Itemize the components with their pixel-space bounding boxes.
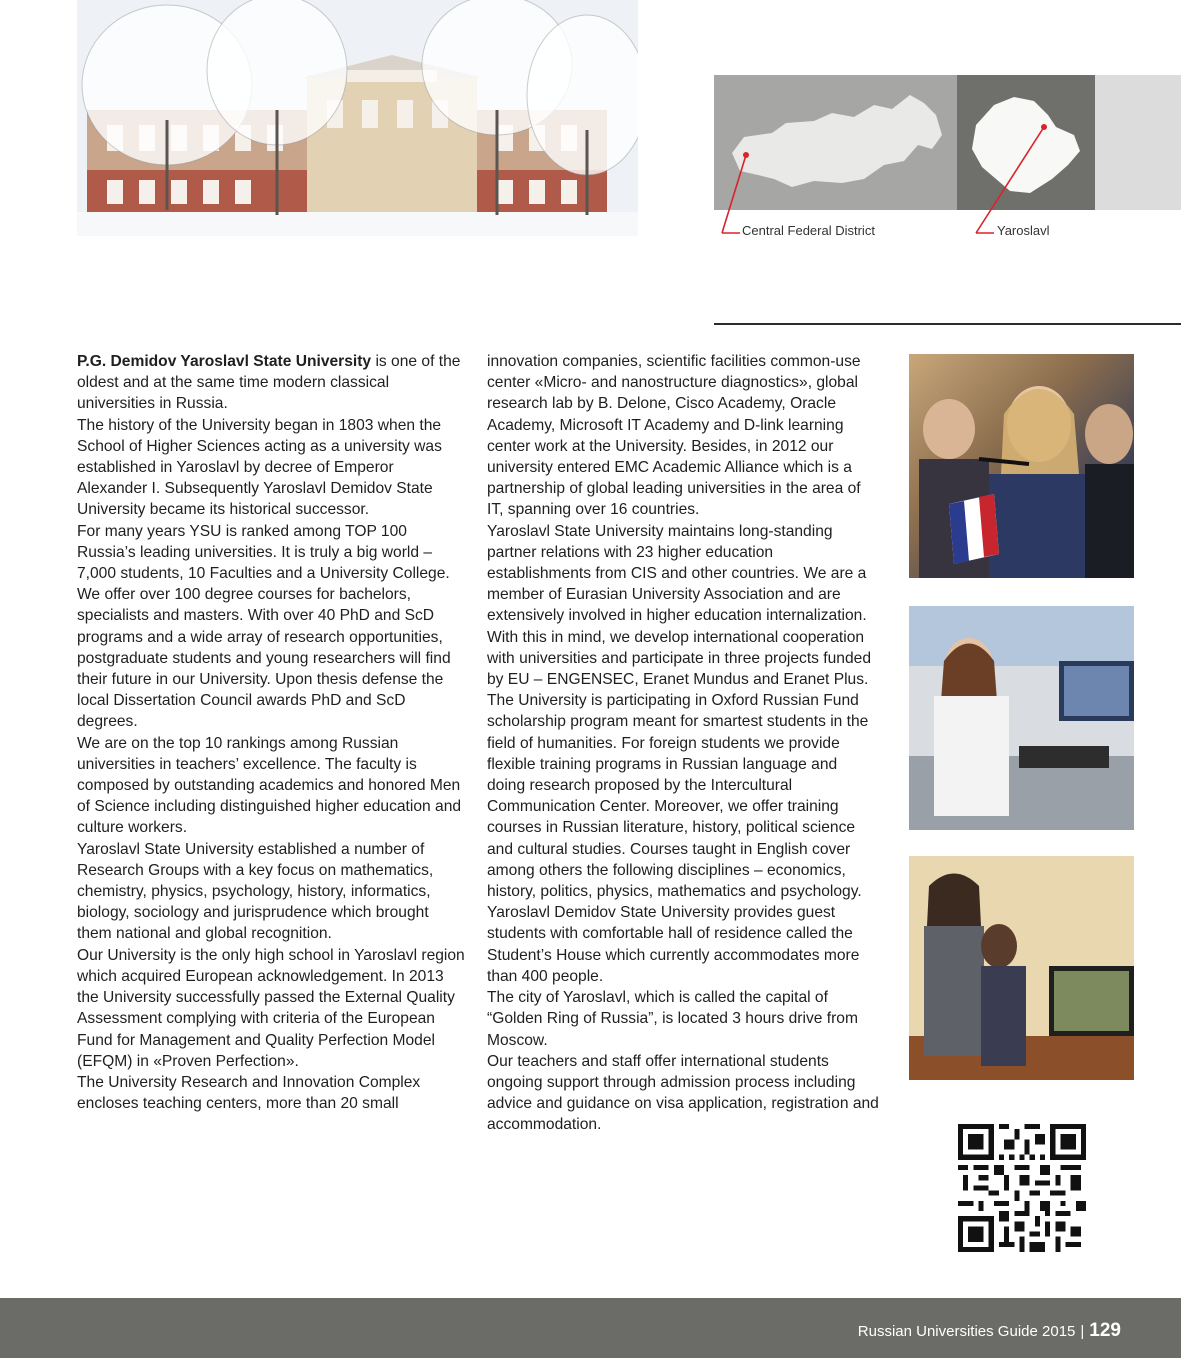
moscow-region-marker [743,152,749,158]
page-number: 129 [1089,1320,1121,1341]
paragraph: For many years YSU is ranked among TOP 100 Russia’s leading universities. It is truly a big world – 7,000 students, 10 Faculties and a University College. We offer over 100 degree courses for bachelors, specialists and masters. With over 40 PhD and ScD programs and a wide array of research opportunities, postgraduate students and young researchers will find their future in our University. Upon thesis defense the local Dissertation Council awards PhD and ScD degrees. [77,522,451,731]
hero-photo-university-building [77,0,638,236]
students-computer-illustration [909,856,1134,1080]
paragraph-text: is one of the oldest and at the same time modern classical universities in Russia. [77,353,461,413]
footer-text [858,1320,1121,1342]
paragraph: Yaroslavl Demidov State University provides guest students with comfortable hall of residence called the Student’s House which currently accommodates more than 400 people. [487,904,860,985]
body-column-right [487,351,879,1136]
paragraph: Yaroslavl State University maintains long-standing partner relations with 23 higher education establishments from CIS and other countries. We are a member of Eurasian University Association and are extensively involved in higher education internalization. With this in mind, we develop international cooperation with universities and participate in three projects funded by EU – ENGENSEC, Eranet Mundus and Eranet Plus. The University is participating in Oxford Russian Fund scholarship program meant for smartest students in the field of humanities. For foreign students we provide flexible training programs in Russian language and doing research proposed by the Intercultural Communication Center. Moreover, we offer training courses in Russian literature, history, political science and cultural studies. Courses taught in English cover among others the following disciplines – economics, history, politics, physics, mathematics and psychology. [487,522,871,901]
photo-students-computer [909,856,1134,1080]
paragraph: innovation companies, scientific facilities common-use center «Micro- and nanostructure diagnostics», global research lab by B. Delone, Cisco Academy, Oracle Academy, Microsoft IT Academy and D-link learning center work at the University. Besides, in 2012 our university entered EMC Academic Alliance which is a partnership of global leading universities in the area of IT, spanning over 16 countries. [487,353,861,519]
paragraph: Our University is the only high school in Yaroslavl region which acquired European acknowledgement. In 2013 the University successfully passed the External Quality Assessment complying with criteria of the European Fund for Management and Quality Perfection Model (EFQM) in «Proven Perfection». [77,946,465,1070]
yaroslavl-label: Yaroslavl [997,223,1050,238]
photo-student-laboratory [909,606,1134,830]
student-laboratory-illustration [909,606,1134,830]
yaroslavl-marker [1041,124,1047,130]
students-conference-illustration [909,354,1134,578]
paragraph: The University Research and Innovation Complex encloses teaching centers, more than 20 small [77,1073,421,1113]
location-map-graphic [714,75,1181,245]
paragraph: Yaroslavl State University established a number of Research Groups with a key focus on mathematics, chemistry, physics, psychology, history, informatics, biology, sociology and jurisprudence which brought them national and global recognition. [77,840,434,943]
central-district-label: Central Federal District [742,223,875,238]
paragraph: The city of Yaroslavl, which is called the capital of “Golden Ring of Russia”, is located 3 hours drive from Moscow. [487,989,858,1049]
central-district-map-shape [972,97,1080,193]
body-column-left [77,351,467,1114]
paragraph: We are on the top 10 rankings among Russian universities in teachers’ excellence. The faculty is composed by outstanding academics and honored Men of Science including distinguished higher education and culture workers. [77,734,462,837]
footer-separator: | [1080,1323,1085,1340]
paragraph [77,351,467,415]
university-building-illustration [77,0,638,236]
university-name: P.G. Demidov Yaroslavl State University [77,353,372,370]
guide-title: Russian Universities Guide 2015 [857,1323,1076,1340]
photo-students-conference [909,354,1134,578]
section-divider [714,323,1181,325]
paragraph: Our teachers and staff offer international students ongoing support through admission process including advice and guidance on visa application, registration and accommodation. [487,1052,879,1134]
paragraph: The history of the University began in 1803 when the School of Higher Sciences acting as a university was established in Yaroslavl by decree of Emperor Alexander I. Subsequently Yaroslavl Demidov State University became its historical successor. [77,416,442,519]
qr-code[interactable] [958,1124,1086,1252]
russia-map-shape [732,95,942,187]
